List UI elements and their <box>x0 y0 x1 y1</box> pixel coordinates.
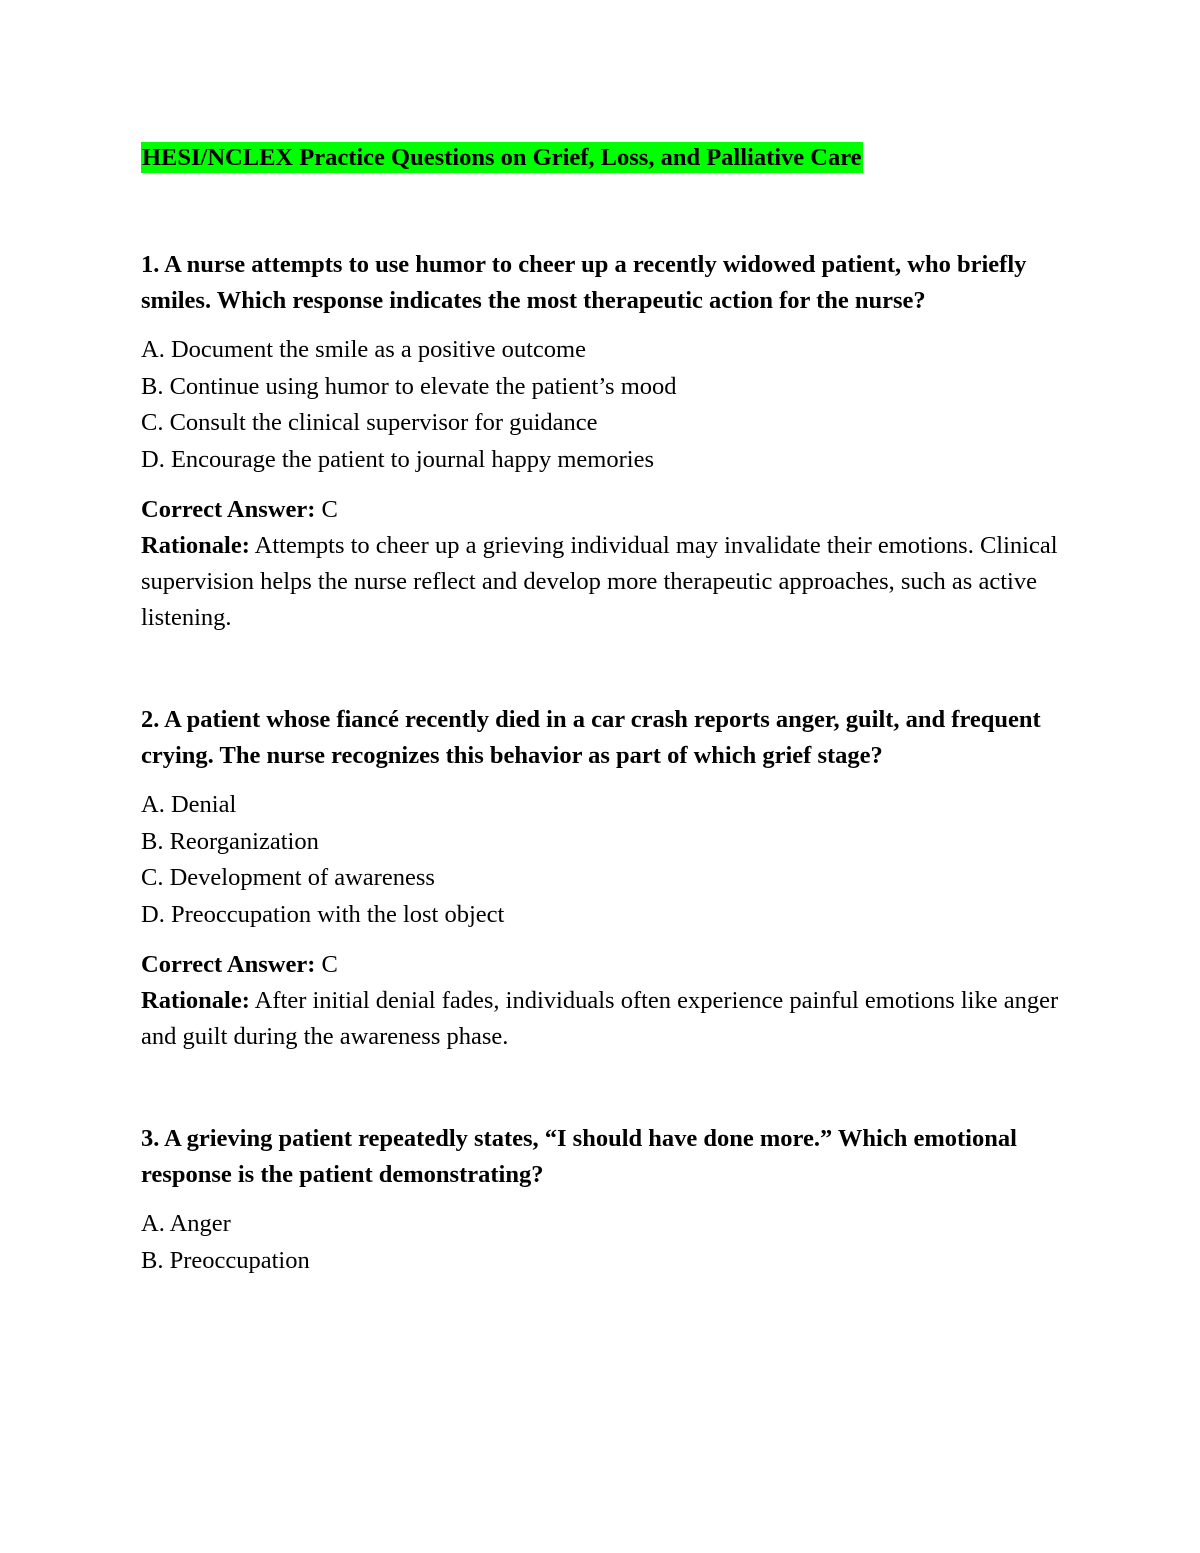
option-d: D. Preoccupation with the lost object <box>141 900 505 928</box>
option-c: C. Development of awareness <box>141 864 435 891</box>
answer-block <box>141 947 1071 1055</box>
rationale-text: Attempts to cheer up a grieving individual may invalidate their emotions. Clinical supervision helps the nurse reflect and develop more therapeutic approaches, such as active listening. <box>141 532 1058 631</box>
rationale-label: Rationale: <box>141 987 250 1014</box>
rationale-text: After initial denial fades, individuals often experience painful emotions like anger and guilt during the awareness phase. <box>141 987 1059 1050</box>
question-text: 2. A patient whose fiancé recently died in a car crash reports anger, guilt, and frequent crying. The nurse recognizes this behavior as part of which grief stage? <box>141 706 1041 769</box>
option-b: B. Reorganization <box>141 827 319 855</box>
correct-answer-label: Correct Answer: <box>141 496 316 523</box>
answer-options <box>141 1206 1071 1279</box>
option-a: A. Denial <box>141 791 237 818</box>
correct-answer-value: C <box>321 951 338 978</box>
option-b: B. Continue using humor to elevate the patient’s mood <box>141 372 677 400</box>
option-c: C. Consult the clinical supervisor for guidance <box>141 409 598 436</box>
option-a: A. Anger <box>141 1210 231 1237</box>
correct-answer <box>141 947 1071 983</box>
option-a: A. Document the smile as a positive outcome <box>141 336 586 363</box>
question-text: 3. A grieving patient repeatedly states, “I should have done more.” Which emotional response is the patient demonstrating? <box>141 1125 1017 1188</box>
rationale <box>141 983 1071 1055</box>
document-title: HESI/NCLEX Practice Questions on Grief, Loss, and Palliative Care <box>142 144 862 171</box>
rationale-label: Rationale: <box>141 532 250 559</box>
answer-options <box>141 332 1071 478</box>
rationale <box>141 528 1071 636</box>
correct-answer-value: C <box>321 496 338 523</box>
question-2 <box>141 702 1071 1055</box>
answer-block <box>141 492 1071 636</box>
correct-answer <box>141 492 1071 528</box>
question-text: 1. A nurse attempts to use humor to cheer up a recently widowed patient, who briefly smiles. Which response indicates the most therapeutic action for the nurse? <box>141 251 1027 314</box>
option-d: D. Encourage the patient to journal happy memories <box>141 445 654 473</box>
option-b: B. Preoccupation <box>141 1246 310 1274</box>
document-page <box>141 139 1071 1279</box>
answer-options <box>141 787 1071 933</box>
question-3 <box>141 1121 1071 1279</box>
title-block <box>141 139 1071 179</box>
question-1 <box>141 247 1071 636</box>
correct-answer-label: Correct Answer: <box>141 951 316 978</box>
